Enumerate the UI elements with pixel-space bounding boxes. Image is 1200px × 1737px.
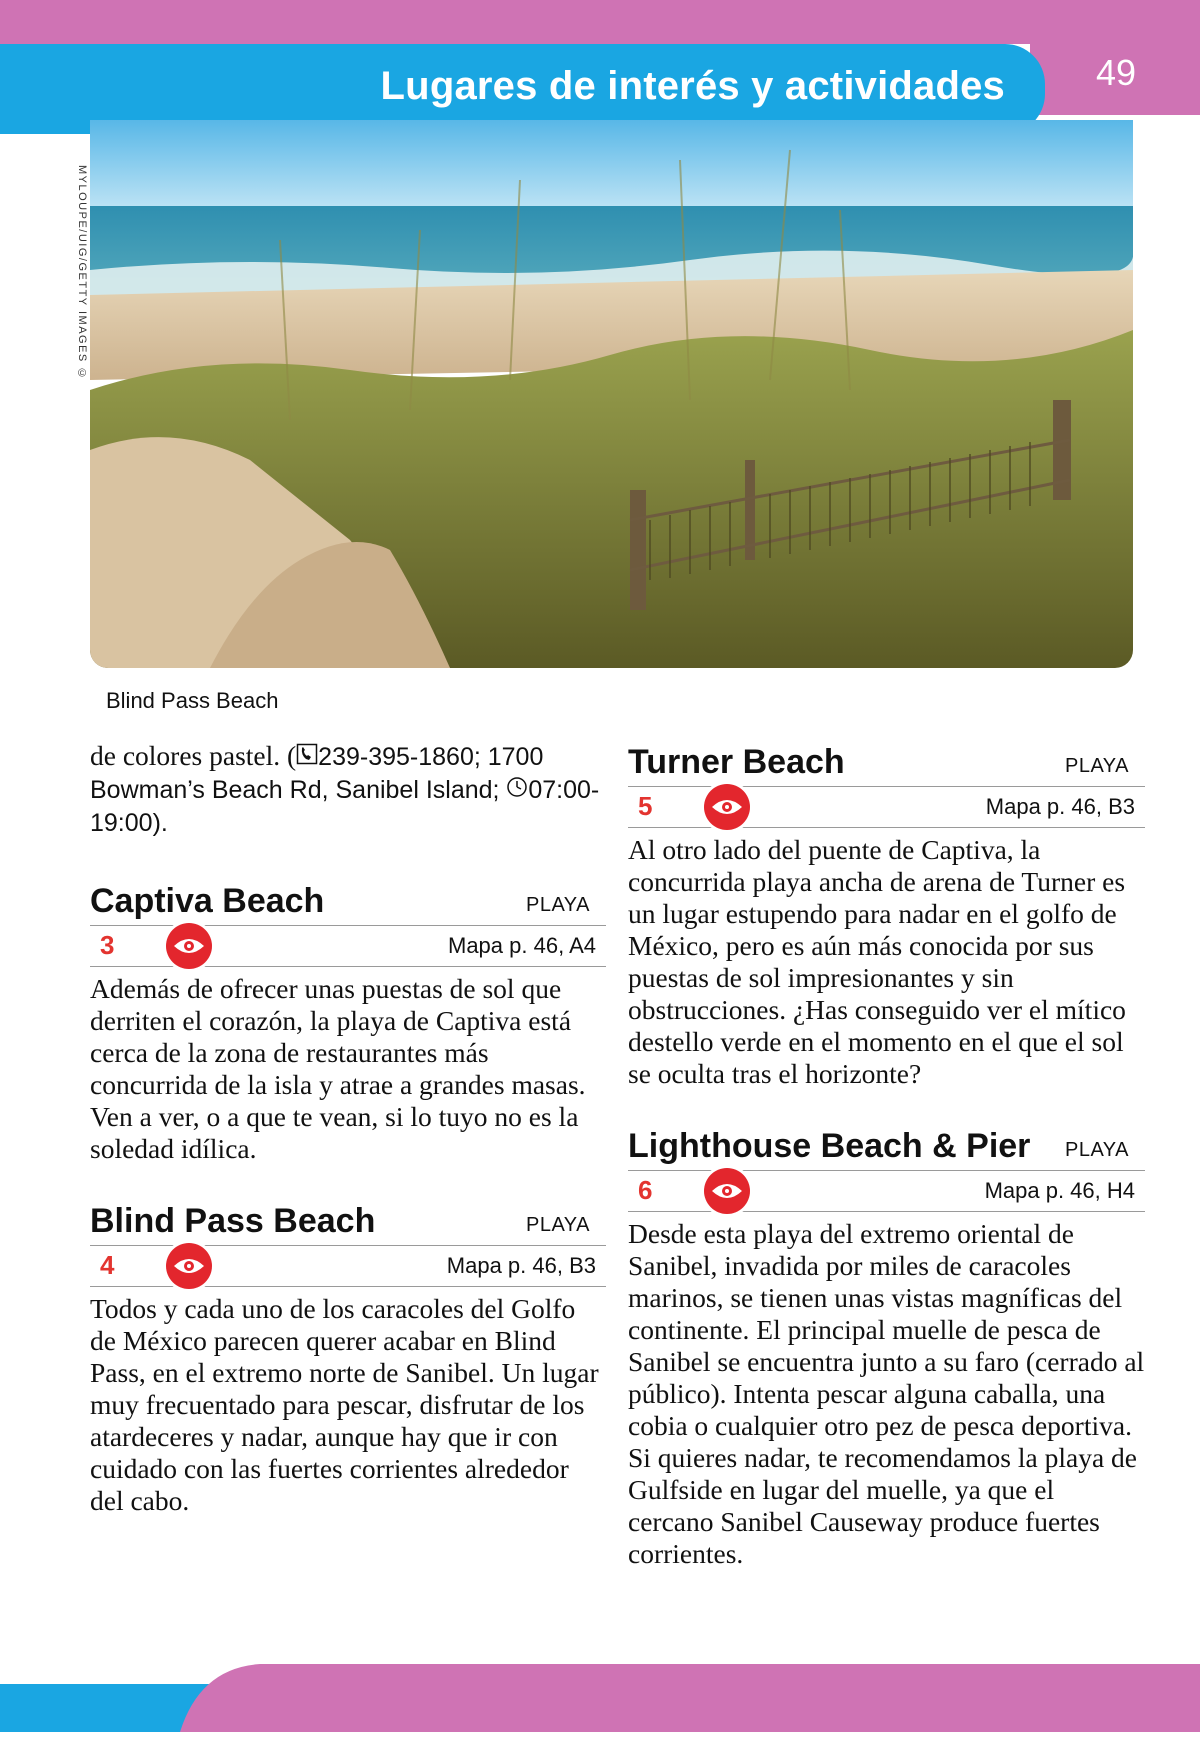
intro-paragraph	[90, 740, 606, 839]
left-column	[90, 740, 606, 1517]
right-column	[628, 740, 1145, 1570]
bottom-band	[0, 1664, 1200, 1732]
entry-number: 3	[100, 930, 115, 960]
intro-hours: 07:00-19:00	[90, 776, 600, 837]
entry-blind-pass-beach	[90, 1199, 606, 1517]
entry-description: Todos y cada uno de los caracoles del Golfo de México parecen querer acabar en Blind Pass, en el extremo norte de Sanibel. Un lugar muy frecuentado para pescar, disfrutar de los atardeceres y nadar, aunque hay que ir con cuidado con las fuertes corrientes alrededor del cabo.	[90, 1293, 599, 1516]
top-band	[0, 0, 1200, 44]
entry-map-ref: Mapa p. 46, B3	[446, 1253, 596, 1278]
photo-caption: Blind Pass Beach	[106, 688, 279, 713]
entry-category: PLAYA	[1064, 1139, 1129, 1161]
entry-title: Turner Beach	[628, 743, 845, 781]
entry-turner-beach	[628, 740, 1145, 1090]
entry-meta-bar	[628, 786, 1145, 828]
entry-lighthouse-beach-pier	[628, 1124, 1145, 1570]
beach-photo	[90, 120, 1133, 668]
entry-category: PLAYA	[525, 1214, 590, 1236]
entry-meta-bar	[628, 1170, 1145, 1212]
eye-icon	[704, 784, 750, 830]
entry-map-ref: Mapa p. 46, A4	[448, 933, 596, 958]
section-title: Lugares de interés y actividades	[380, 64, 1005, 108]
photo-credit: MYLOUPE/UIG/GETTY IMAGES ©	[76, 165, 88, 381]
entry-number: 6	[638, 1175, 653, 1205]
entry-description: Al otro lado del puente de Captiva, la concurrida playa ancha de arena de Turner es un lugar estupendo para nadar en el golfo de México, pero es aún más conocida por sus puestas de sol impresionantes y sin obstrucciones. ¿Has conseguido ver el mítico destello verde en el momento en el que el sol se oculta tras el horizonte?	[628, 834, 1126, 1089]
eye-icon	[166, 923, 212, 969]
eye-icon	[166, 1243, 212, 1289]
intro-close: ).	[152, 809, 168, 837]
intro-text: de colores pastel. (	[90, 740, 297, 771]
entry-number: 4	[100, 1250, 115, 1280]
entry-title: Captiva Beach	[90, 882, 325, 920]
entry-title: Blind Pass Beach	[90, 1202, 376, 1240]
entry-number: 5	[638, 791, 653, 821]
entry-category: PLAYA	[1064, 755, 1129, 777]
entry-map-ref: Mapa p. 46, B3	[985, 794, 1135, 819]
intro-phone-address: 239-395-1860; 1700 Bowman’s Beach Rd, Sanibel Island;	[90, 743, 544, 804]
clock-icon	[506, 776, 528, 804]
page-number: 49	[1095, 52, 1136, 93]
entry-description: Además de ofrecer unas puestas de sol que derriten el corazón, la playa de Captiva está cerca de la zona de restaurantes más concurrida de la isla y atrae a grandes masas. Ven a ver, o a que te vean, si lo tuyo no es la soledad idílica.	[90, 973, 586, 1164]
entry-description: Desde esta playa del extremo oriental de Sanibel, invadida por miles de caracoles marinos, se tienen unas vistas magníficas del continente. El principal muelle de pesca de Sanibel se encuentra junto a su faro (cerrado al público). Intenta pescar alguna caballa, una cobia o cualquier otro pez de pesca deportiva. Si quieres nadar, te recomendamos la playa de Gulfside en lugar del muelle, ya que el cercano Sanibel Causeway produce fuertes corrientes.	[628, 1218, 1145, 1569]
entry-meta-bar	[90, 925, 606, 967]
entry-captiva-beach	[90, 879, 606, 1165]
entry-category: PLAYA	[525, 894, 590, 916]
entry-map-ref: Mapa p. 46, H4	[984, 1178, 1135, 1203]
entry-meta-bar	[90, 1245, 606, 1287]
phone-icon	[296, 743, 318, 771]
entry-title: Lighthouse Beach & Pier	[628, 1127, 1031, 1165]
eye-icon	[704, 1168, 750, 1214]
